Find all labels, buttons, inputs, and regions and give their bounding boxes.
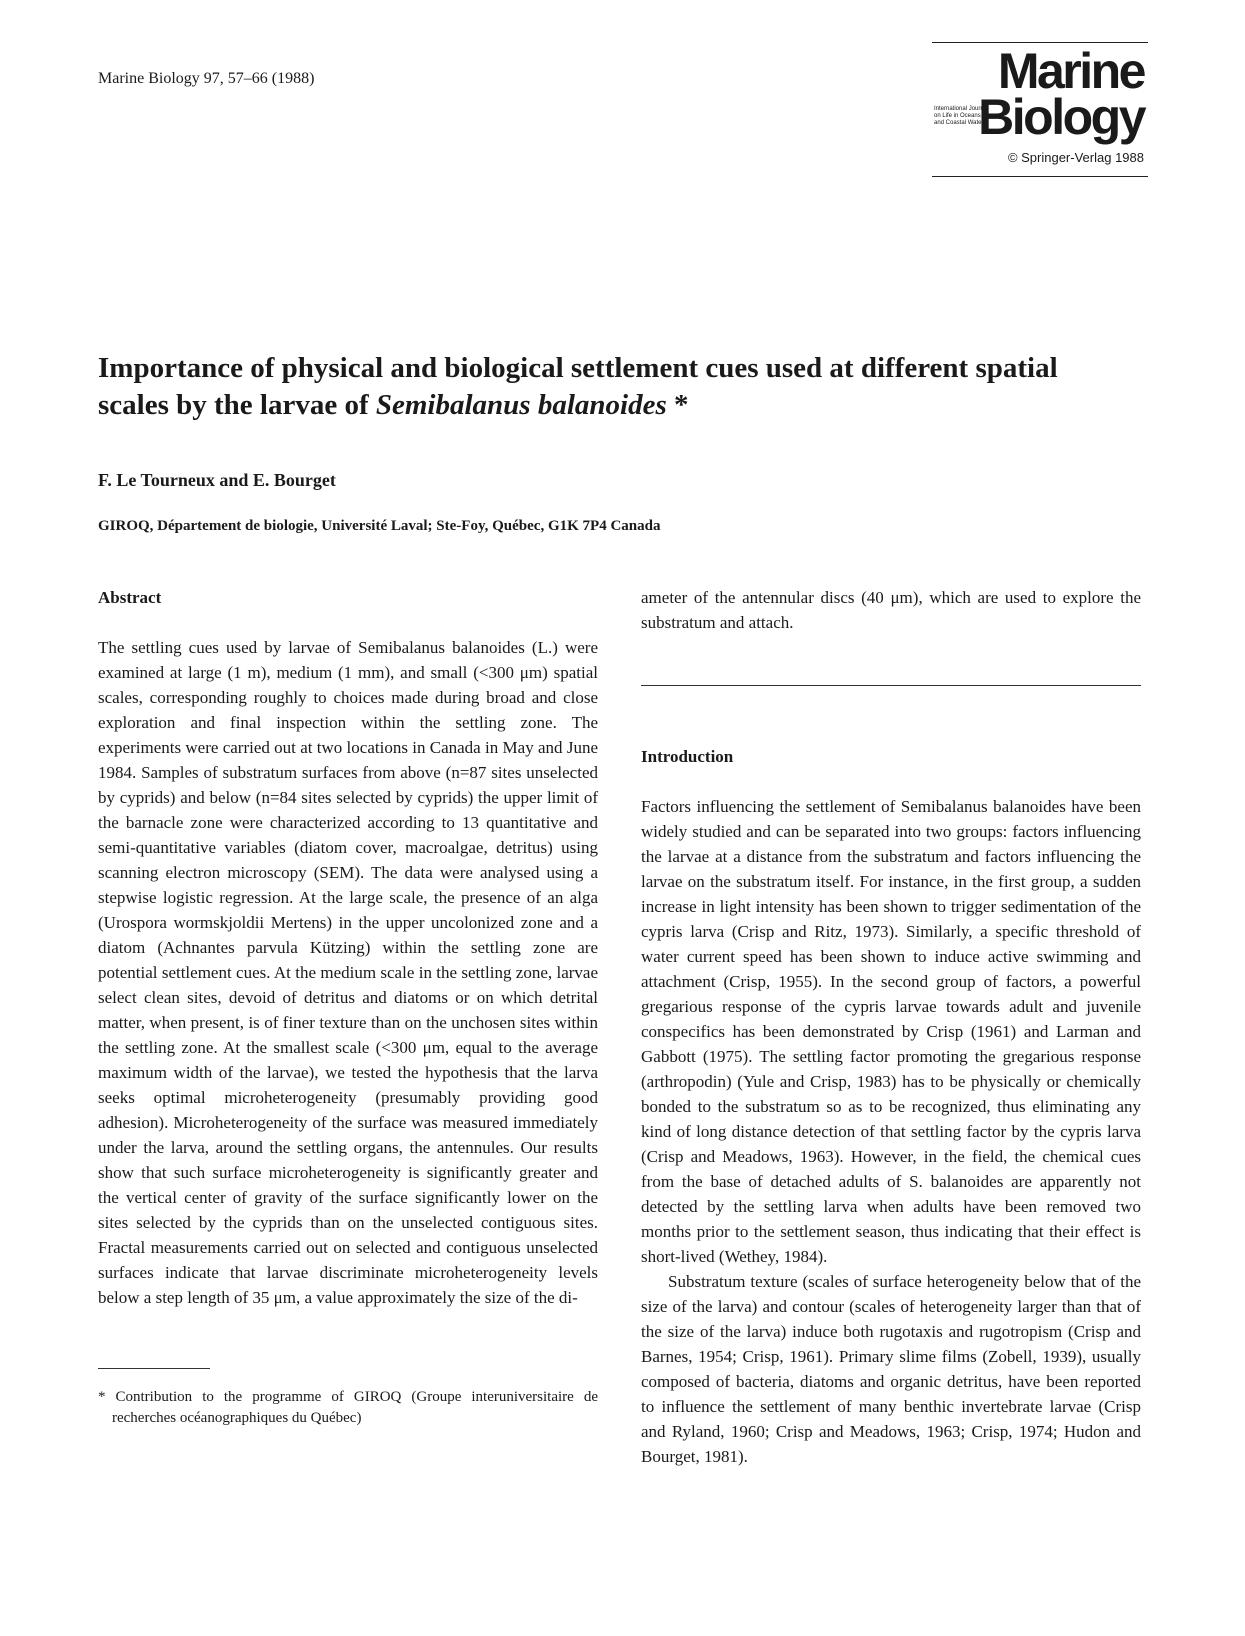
- title-main: Importance of physical and biological settlement cues used at different spatial scales by the larvae of: [98, 352, 1058, 421]
- introduction-heading: Introduction: [641, 747, 734, 766]
- journal-citation: Marine Biology 97, 57–66 (1988): [98, 70, 315, 87]
- left-column: [98, 585, 598, 1429]
- abstract-heading: Abstract: [98, 588, 162, 607]
- article-title: [98, 350, 1108, 424]
- right-column: [641, 585, 1141, 1469]
- masthead-rule-bottom: [932, 176, 1148, 177]
- abstract-text: The settling cues used by larvae of Semibalanus balanoides (L.) were examined at large (1 m), medium (1 mm), and small (<300 μm) spatial scales, corresponding roughly to choices made during broad and close exploration and final inspection within the settling zone. The experiments were carried out at two locations in Canada in May and June 1984. Samples of substratum surfaces from above (n=87 sites unselected by cyprids) and below (n=84 sites selected by cyprids) the upper limit of the barnacle zone were characterized according to 13 quantitative and semi-quantitative variables (diatom cover, macroalgae, detritus) using scanning electron microscopy (SEM). The data were analysed using a stepwise logistic regression. At the large scale, the presence of an alga (Urospora wormskjoldii Mertens) in the upper uncolonized zone and a diatom (Achnantes parvula Kützing) within the settling zone are potential settlement cues. At the medium scale in the settling zone, larvae select clean sites, devoid of detritus and diatoms or on which detrital matter, when present, is of finer texture than on the unchosen sites within the settling zone. At the smallest scale (<300 μm, equal to the average maximum width of the larvae), we tested the hypothesis that the larva seeks optimal microheterogeneity (presumably providing good adhesion). Microheterogeneity of the surface was measured immediately under the larva, around the settling organs, the antennules. Our results show that such surface microheterogeneity is significantly greater and the vertical center of gravity of the surface significantly lower on the sites selected by the cyprids than on the unselected contiguous sites. Fractal measurements carried out on selected and contiguous unselected surfaces indicate that larvae discriminate microheterogeneity levels below a step length of 35 μm, a value approximately the size of the di-: [98, 638, 598, 1307]
- abstract-continuation: ameter of the antennular discs (40 μm), which are used to explore the substratum and attach.: [641, 588, 1141, 632]
- journal-name-marine: Marine: [997, 43, 1144, 99]
- title-species: Semibalanus balanoides: [375, 389, 667, 421]
- journal-masthead: [932, 42, 1148, 178]
- intro-paragraph-2: Substratum texture (scales of surface heterogeneity below that of the size of the larva) and contour (scales of heterogeneity larger than that of the size of the larva) induce both rugotaxis and rugotropism (Crisp and Barnes, 1954; Crisp, 1961). Primary slime films (Zobell, 1939), usually composed of bacteria, diatoms and organic detritus, have been reported to influence the settlement of many benthic invertebrate larvae (Crisp and Ryland, 1960; Crisp and Meadows, 1963; Crisp, 1974; Hudon and Bourget, 1981).: [641, 1272, 1141, 1466]
- journal-name-biology: Biology: [978, 89, 1144, 145]
- journal-tagline-line: International Journal: [934, 106, 989, 112]
- footnote: * Contribution to the programme of GIROQ (Groupe interuniversitaire de recherches océanographiques du Québec): [98, 1389, 598, 1426]
- intro-paragraph-1: Factors influencing the settlement of Semibalanus balanoides have been widely studied and can be separated into two groups: factors influencing the larvae at a distance from the substratum and factors influencing the larvae on the substratum itself. For instance, in the first group, a sudden increase in light intensity has been shown to trigger sedimentation of the cypris larva (Crisp and Ritz, 1973). Similarly, a specific threshold of water current speed has been shown to induce active swimming and attachment (Crisp, 1955). In the second group of factors, a powerful gregarious response of the cypris larvae towards adult and juvenile conspecifics has been demonstrated by Crisp (1961) and Larman and Gabbott (1975). The settling factor promoting the gregarious response (arthropodin) (Yule and Crisp, 1983) has to be physically or chemically bonded to the substratum so as to be recognized, thus eliminating any kind of long distance detection of that settling factor by the cypris larva (Crisp and Meadows, 1963). However, in the field, the chemical cues from the base of detached adults of S. balanoides are apparently not detected by the settling larva when adults have been removed two months prior to the settlement season, thus indicating that their effect is short-lived (Wethey, 1984).: [641, 797, 1141, 1266]
- journal-tagline-line: and Coastal Waters: [934, 120, 987, 126]
- copyright: © Springer-Verlag 1988: [1007, 150, 1144, 165]
- journal-tagline-line: on Life in Oceans: [934, 113, 981, 119]
- title-footnote-mark: *: [666, 389, 689, 421]
- affiliation: GIROQ, Département de biologie, Université Laval; Ste-Foy, Québec, G1K 7P4 Canada: [98, 518, 661, 534]
- authors: F. Le Tourneux and E. Bourget: [98, 470, 336, 490]
